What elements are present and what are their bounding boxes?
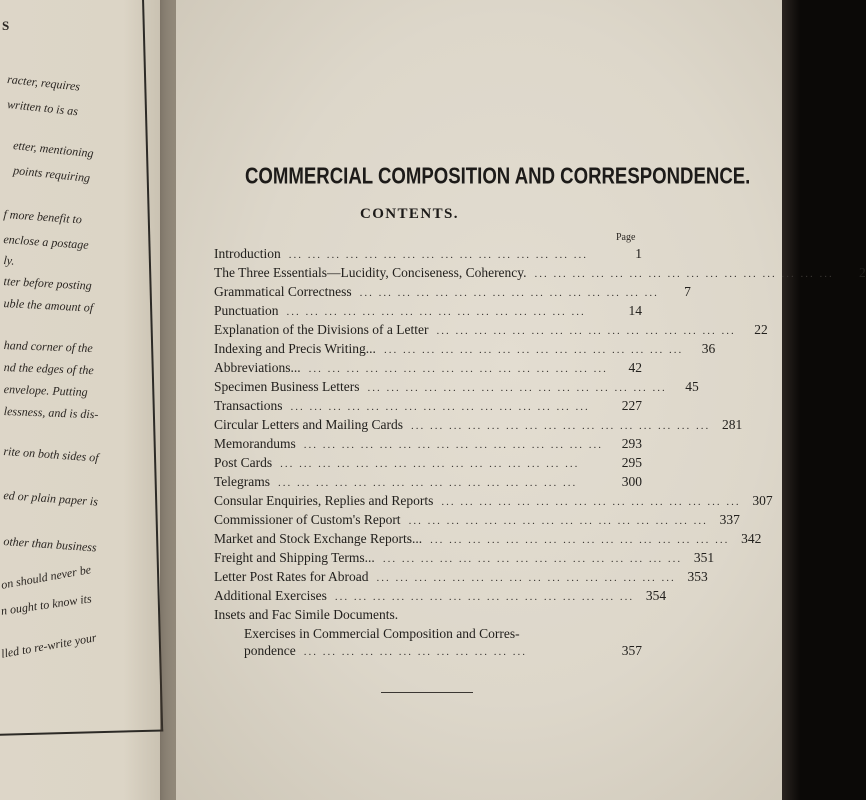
toc-entry-page: 342 (741, 531, 762, 546)
left-page-line: rite on both sides of (3, 444, 100, 465)
toc-leader-dots: ... ... ... ... ... ... ... ... ... ... ... ... ... ... ... ... (286, 306, 586, 318)
page-column-label: Page (616, 232, 636, 243)
left-page-border (0, 0, 163, 736)
toc-entry (214, 303, 642, 322)
toc-entry (214, 569, 708, 588)
toc-entry-page: 293 (621, 436, 642, 451)
toc-leader-dots: ... ... ... ... ... ... ... ... ... ... ... ... ... ... ... ... (383, 344, 684, 356)
toc-leader-dots: ... ... ... ... ... ... ... ... ... ... ... ... ... ... ... ... (308, 363, 608, 375)
toc-sub-entry-line2 (214, 643, 642, 662)
toc-entry-page: 1 (635, 246, 642, 261)
book-title: COMMERCIAL COMPOSITION AND CORRESPONDENCE. (245, 164, 751, 190)
left-page-line: points requiring (12, 163, 91, 185)
toc-entry-title: Freight and Shipping Terms... (214, 550, 375, 565)
left-page-line: ly. (3, 253, 15, 268)
toc-entry (214, 265, 866, 284)
toc-entry-title: Telegrams (214, 474, 271, 489)
toc-entry-title: Commissioner of Custom's Report (214, 512, 401, 527)
toc-leader-dots: ... ... ... ... ... ... ... ... ... ... ... ... ... ... ... ... (382, 553, 683, 565)
toc-entry-title: The Three Essentials—Lucidity, Conciseness, Coherency. (214, 265, 527, 280)
toc-entry (214, 588, 667, 607)
contents-heading: CONTENTS. (360, 206, 459, 222)
left-page-line: lessness, and is dis- (3, 404, 99, 422)
toc-sub-page: 357 (621, 643, 642, 658)
toc-leader-dots: ... ... ... ... ... ... ... ... ... ... ... ... ... ... ... ... (376, 572, 676, 584)
toc-entry-page: 354 (645, 588, 667, 603)
toc-entry-title: Memorandums (214, 436, 296, 451)
toc-entry-title: Consular Enquiries, Replies and Reports (214, 493, 434, 508)
toc-sub-entry-line1 (214, 626, 642, 643)
toc-sub-title-line1: Exercises in Commercial Composition and Corres- (244, 626, 520, 641)
toc-entry-page: 42 (628, 360, 642, 375)
toc-entry (214, 512, 740, 531)
toc-entry (214, 379, 699, 398)
toc-leader-dots: ... ... ... ... ... ... ... ... ... ... ... ... ... ... ... ... (278, 477, 578, 489)
toc-entry (214, 398, 642, 417)
toc-entry-title: Additional Exercises (214, 588, 327, 603)
toc-entry-title: Explanation of the Divisions of a Letter (214, 322, 429, 337)
left-page-line: envelope. Putting (3, 382, 88, 399)
toc-leader-dots: ... ... ... ... ... ... ... ... ... ... ... ... ... ... ... ... (334, 591, 635, 603)
toc-entry (214, 360, 642, 379)
toc-entry (214, 341, 716, 360)
toc-entry-title: Transactions (214, 398, 283, 413)
toc-entry-title: Specimen Business Letters (214, 379, 360, 394)
toc-entry-title: Market and Stock Exchange Reports... (214, 531, 423, 546)
toc-leader-dots: ... ... ... ... ... ... ... ... ... ... ... ... ... ... ... ... (290, 401, 590, 413)
left-page-line: hand corner of the (3, 338, 93, 356)
toc-entry-page: 295 (621, 455, 642, 470)
toc-entry-page: 227 (621, 398, 642, 413)
left-page-line: nd the edges of the (3, 360, 94, 378)
left-page-line: f more benefit to (3, 207, 83, 227)
toc-entry-title: Punctuation (214, 303, 279, 318)
toc-leader-dots: ... ... ... ... ... ... ... ... ... ... ... ... ... ... ... ... (410, 420, 711, 432)
left-page-line: n ought to know its (0, 591, 93, 618)
toc-entry-page: 337 (719, 512, 740, 527)
toc-leader-dots: ... ... ... ... ... ... ... ... ... ... ... ... ... ... ... ... (367, 382, 667, 394)
toc-entry (214, 455, 642, 474)
toc-entry-title: Indexing and Precis Writing... (214, 341, 376, 356)
left-page-line: uble the amount of (3, 296, 94, 315)
toc-entry-title: Introduction (214, 246, 281, 261)
left-page-line: etter, mentioning (12, 138, 95, 161)
toc-entry-title: Abbreviations... (214, 360, 301, 375)
toc-entry-title: Insets and Fac Simile Documents. (214, 607, 399, 622)
toc-entry-title: Post Cards (214, 455, 273, 470)
closing-rule (381, 692, 473, 693)
toc-entry (214, 493, 773, 512)
toc-leader-dots: ... ... ... ... ... ... ... ... ... ... ... ... (303, 646, 527, 658)
left-page-line: tter before posting (3, 274, 93, 293)
left-page-line: enclose a postage (3, 232, 90, 252)
toc-entry-page: 7 (684, 284, 691, 299)
toc-entry (214, 417, 743, 436)
left-page-line: other than business (3, 534, 98, 555)
toc-entry-page: 300 (621, 474, 642, 489)
table-of-contents (214, 246, 866, 662)
toc-entry-page: 45 (685, 379, 699, 394)
toc-leader-dots: ... ... ... ... ... ... ... ... ... ... ... ... ... ... ... ... (288, 249, 588, 261)
toc-entry-title: Letter Post Rates for Abroad (214, 569, 369, 584)
toc-entry (214, 322, 768, 341)
toc-sub-title-line2: pondence (244, 643, 296, 658)
left-page-line: on should never be (0, 562, 93, 592)
left-page (0, 0, 176, 800)
toc-leader-dots: ... ... ... ... ... ... ... ... ... ... ... ... ... ... ... ... (436, 325, 736, 337)
toc-entry-page: 353 (687, 569, 708, 584)
toc-entry-page: 351 (693, 550, 715, 565)
toc-leader-dots: ... ... ... ... ... ... ... ... ... ... ... ... ... ... ... ... (280, 458, 580, 470)
toc-leader-dots: ... ... ... ... ... ... ... ... ... ... ... ... ... ... ... ... (534, 268, 834, 280)
left-page-header: S (2, 18, 10, 33)
toc-entry (214, 246, 642, 265)
toc-entry-page: 281 (721, 417, 743, 432)
left-page-line: ed or plain paper is (3, 488, 99, 509)
toc-leader-dots: ... ... ... ... ... ... ... ... ... ... ... ... ... ... ... ... (441, 496, 741, 508)
toc-entry-page: 2 (859, 265, 866, 280)
toc-entry (214, 474, 642, 493)
toc-entry-title: Grammatical Correctness (214, 284, 352, 299)
right-page-edge (782, 0, 800, 800)
toc-leader-dots: ... ... ... ... ... ... ... ... ... ... ... ... ... ... ... ... (430, 534, 730, 546)
toc-entry-page: 22 (754, 322, 768, 337)
toc-entry (214, 607, 642, 626)
left-page-line: written to is as (6, 97, 79, 119)
toc-entry (214, 436, 642, 455)
toc-entry (214, 531, 762, 550)
toc-entry-page: 36 (701, 341, 716, 356)
toc-leader-dots: ... ... ... ... ... ... ... ... ... ... ... ... ... ... ... ... (359, 287, 659, 299)
toc-entry (214, 284, 691, 303)
toc-leader-dots: ... ... ... ... ... ... ... ... ... ... ... ... ... ... ... ... (408, 515, 708, 527)
toc-leader-dots: ... ... ... ... ... ... ... ... ... ... ... ... ... ... ... ... (303, 439, 603, 451)
toc-entry (214, 550, 715, 569)
left-page-line: racter, requires (6, 72, 81, 94)
toc-entry-page: 307 (752, 493, 773, 508)
toc-entry-page: 14 (628, 303, 642, 318)
left-page-line: lled to re-write your (0, 630, 98, 661)
toc-entry-title: Circular Letters and Mailing Cards (214, 417, 403, 432)
